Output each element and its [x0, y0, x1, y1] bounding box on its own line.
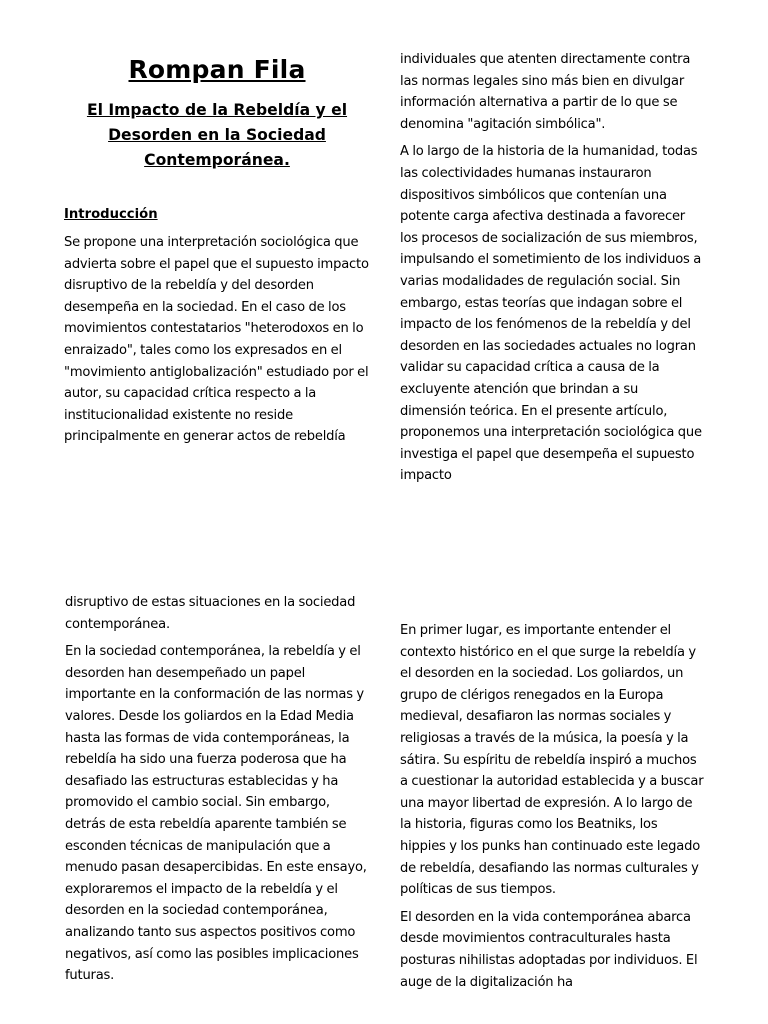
left-column-page-two — [65, 592, 371, 987]
paragraph-history: A lo largo de la historia de la humanidad, todas las colectividades humanas instauraron dispositivos simbólicos que contenían una potente carga afectiva destinada a favorecer los procesos de socialización de sus miembros, impulsando el sometimiento de los individuos a varias modalidades de regulación social. Sin embargo, estas teorías que indagan sobre el impacto de los fenómenos de la rebeldía y del desorden en las sociedades actuales no logran validar su capacidad crítica a causa de la excluyente atención que brindan a su dimensión teórica. En el presente artículo, proponemos una interpretación sociológica que investiga el papel que desempeña el supuesto impacto — [400, 144, 702, 484]
intro-paragraph: Se propone una interpretación sociológica que advierta sobre el papel que el supuesto impacto disruptivo de la rebeldía y del desorden desempeña en la sociedad. En el caso de los movimientos contestatarios "heterodoxos en lo enraizado", tales como los expresados en el "movimiento antiglobalización" estudiado por el autor, su capacidad crítica respecto a la institucionalidad existente no reside principalmente en generar actos de rebeldía — [64, 235, 369, 445]
right-column-page-two — [400, 620, 706, 993]
intro-heading: Introducción — [64, 207, 158, 222]
paragraph-contemporary-disorder: El desorden en la vida contemporánea abarca desde movimientos contraculturales hasta posturas nihilistas adoptadas por individuos. El auge de la digitalización ha — [400, 909, 698, 990]
document-subtitle: El Impacto de la Rebeldía y el Desorden en la Sociedad Contemporánea. — [86, 101, 348, 169]
paragraph-continuation: disruptivo de estas situaciones en la sociedad contemporánea. — [65, 595, 356, 632]
document-title: Rompan Fila — [128, 55, 306, 84]
paragraph-essay-intro: En la sociedad contemporánea, la rebeldía y el desorden han desempeñado un papel importante en la conformación de las normas y valores. Desde los goliardos en la Edad Media hasta las formas de vida contemporáneas, la rebeldía ha sido una fuerza poderosa que ha desafiado las estructuras establecidas y ha promovido el cambio social. Sin embargo, detrás de esta rebeldía aparente también se esconden técnicas de manipulación que a menudo pasan desapercibidas. En este ensayo, exploraremos el impacto de la rebeldía y el desorden en la sociedad contemporánea, analizando tanto sus aspectos positivos como negativos, así como las posibles implicaciones futuras. — [65, 644, 367, 984]
paragraph-continuation: individuales que atenten directamente contra las normas legales sino más bien en divulgar información alternativa a partir de lo que se denomina "agitación simbólica". — [400, 52, 691, 132]
paragraph-historical-context: En primer lugar, es importante entender el contexto histórico en el que surge la rebeldía y el desorden en la sociedad. Los goliardos, un grupo de clérigos renegados en la Europa medieval, desafiaron las normas sociales y religiosas a través de la música, la poesía y la sátira. Su espíritu de rebeldía inspiró a muchos a cuestionar la autoridad establecida y a buscar una mayor libertad de expresión. A lo largo de la historia, figuras como los Beatniks, los hippies y los punks han continuado este legado de rebeldía, desafiando las normas culturales y políticas de sus tiempos. — [400, 623, 704, 898]
